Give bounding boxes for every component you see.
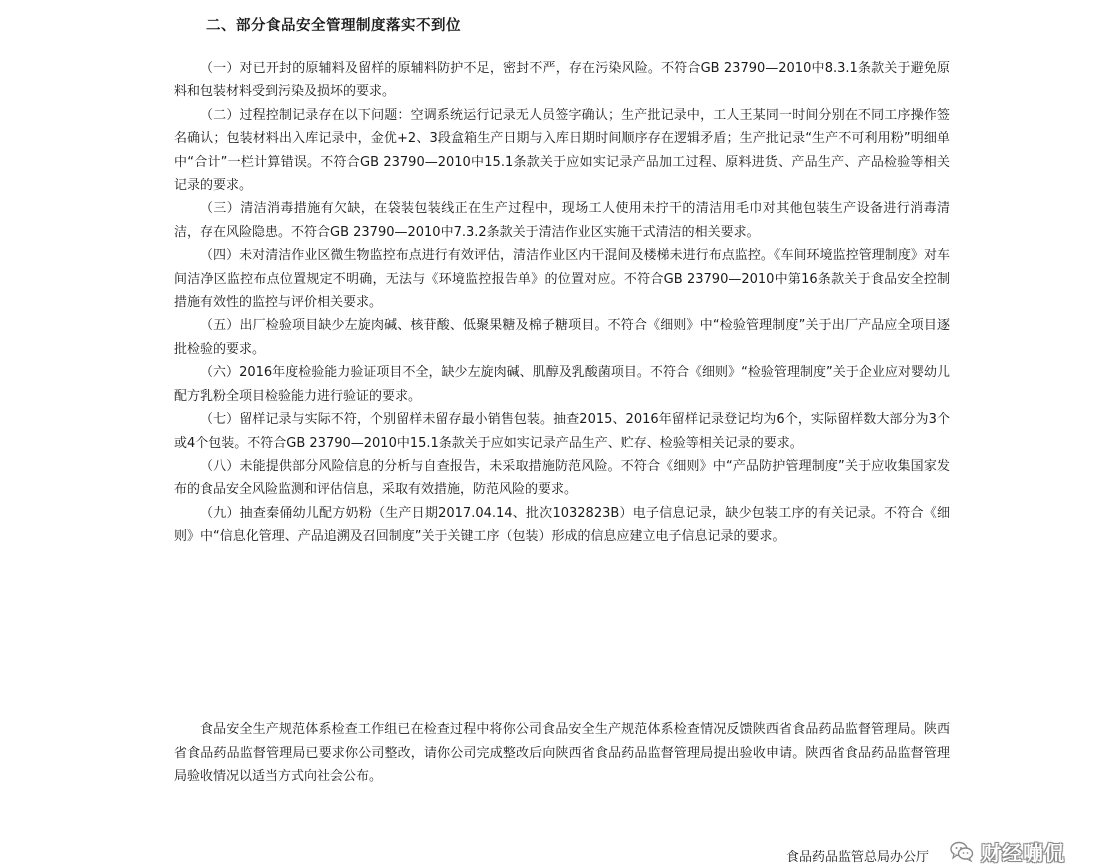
finding-paragraph: （八）未能提供部分风险信息的分析与自查报告，未采取措施防范风险。不符合《细则》中“产品防护管理制度”关于应收集国家发布的食品安全风险监测和评估信息，采取有效措施，防范风险的要求。	[174, 458, 950, 498]
finding-paragraph: （七）留样记录与实际不符，个别留样未留存最小销售包装。抽查2015、2016年留样记录登记均为6个，实际留样数大部分为3个或4个包装。不符合GB 23790—2010中15.1条款关于应如实记录产品生产、贮存、检验等相关记录的要求。	[174, 412, 950, 451]
section-heading: 二、部分食品安全管理制度落实不到位	[206, 18, 461, 34]
finding-paragraph: （二）过程控制记录存在以下问题：空调系统运行记录无人员签字确认；生产批记录中，工人王某同一时间分别在不同工序操作签名确认；包装材料出入库记录中，金优+2、3段盒箱生产日期与入库日期时间顺序存在逻辑矛盾；生产批记录“生产不可利用粉”明细单中“合计”一栏计算错误。不符合GB 23790—2010中15.1条款关于应如实记录产品加工过程、原料进货、产品生产、产品检验等相关记录的要求。	[174, 107, 950, 194]
finding-paragraph: （四）未对清洁作业区微生物监控布点进行有效评估，清洁作业区内干混间及楼梯未进行布点监控。《车间环境监控管理制度》对车间洁净区监控布点位置规定不明确，无法与《环境监控报告单》的位置对应。不符合GB 23790—2010中第16条款关于食品安全控制措施有效性的监控与评价相关要求。	[174, 248, 950, 311]
watermark-text: 财经嘣侃	[981, 840, 1065, 865]
wechat-watermark	[945, 836, 1069, 866]
finding-paragraph: （六）2016年度检验能力验证项目不全，缺少左旋肉碱、肌醇及乳酸菌项目。不符合《细则》“检验管理制度”关于企业应对婴幼儿配方乳粉全项目检验能力进行验证的要求。	[174, 365, 950, 404]
finding-paragraph: （九）抽查秦俑幼儿配方奶粉（生产日期2017.04.14、批次1032823B）电子信息记录，缺少包装工序的有关记录。不符合《细则》中“信息化管理、产品追溯及召回制度”关于关键工序（包装）形成的信息应建立电子信息记录的要求。	[174, 505, 950, 545]
finding-paragraph: （一）对已开封的原辅料及留样的原辅料防护不足，密封不严，存在污染风险。不符合GB 23790—2010中8.3.1条款关于避免原料和包装材料受到污染及损坏的要求。	[174, 61, 950, 100]
closing-paragraph: 食品安全生产规范体系检查工作组已在检查过程中将你公司食品安全生产规范体系检查情况反馈陕西省食品药品监督管理局。陕西省食品药品监督管理局已要求你公司整改，请你公司完成整改后向陕西省食品药品监督管理局提出验收申请。陕西省食品药品监督管理局验收情况以适当方式向社会公布。	[174, 722, 950, 785]
finding-paragraph: （三）清洁消毒措施有欠缺，在袋装包装线正在生产过程中，现场工人使用未拧干的清洁用毛巾对其他包装生产设备进行消毒清洁，存在风险隐患。不符合GB 23790—2010中7.3.2条款关于清洁作业区实施干式清洁的相关要求。	[174, 201, 950, 240]
wechat-icon	[949, 838, 975, 864]
findings-list	[174, 57, 950, 549]
finding-paragraph: （五）出厂检验项目缺少左旋肉碱、核苷酸、低聚果糖及棉子糖项目。不符合《细则》中“检验管理制度”关于出厂产品应全项目逐批检验的要求。	[174, 318, 950, 357]
issuer-signature: 食品药品监管总局办公厅	[786, 850, 930, 865]
